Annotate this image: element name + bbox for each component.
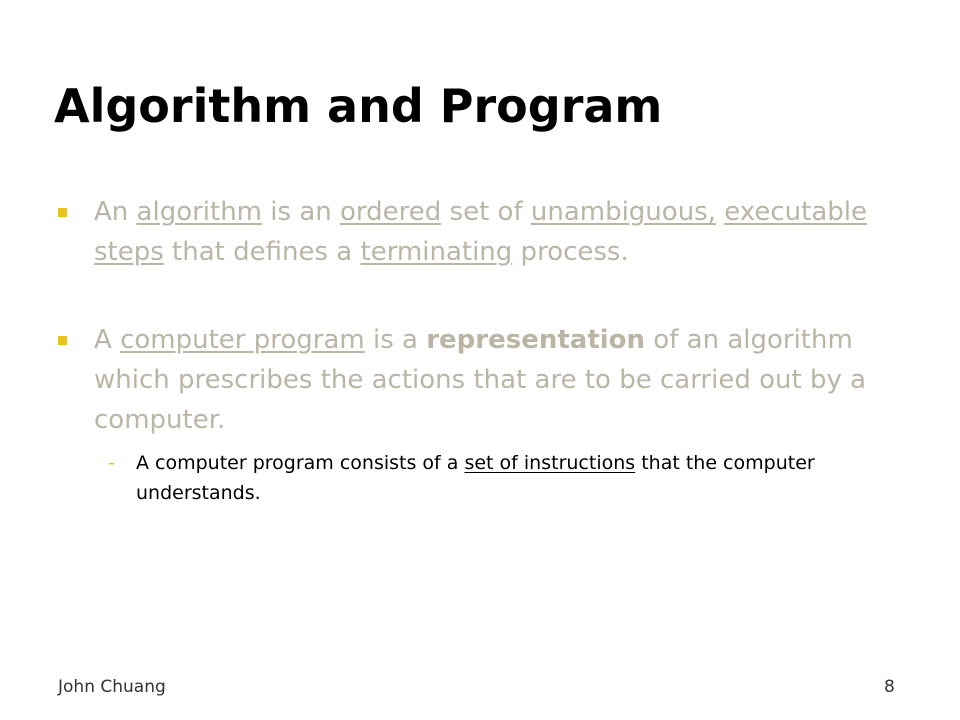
text-run: An	[94, 197, 137, 227]
term-unambiguous: unambiguous,	[530, 197, 716, 227]
text-run: set of	[441, 197, 531, 227]
term-algorithm: algorithm	[136, 197, 263, 227]
text-run: that defines a	[163, 237, 361, 267]
bullet-text	[94, 192, 908, 272]
text-run: A	[94, 325, 121, 355]
dash-bullet-icon: -	[108, 452, 115, 474]
slide-title: Algorithm and Program	[54, 79, 663, 133]
bullet-computer-program-definition	[58, 320, 908, 440]
term-ordered: ordered	[340, 197, 442, 227]
term-terminating: terminating	[360, 237, 513, 267]
term-set-of-instructions: set of instructions	[464, 452, 636, 474]
footer-page-number: 8	[884, 677, 895, 697]
text-run: is a	[364, 325, 427, 355]
text-run: A computer program consists of a	[136, 452, 465, 474]
bullet-text	[94, 320, 908, 440]
bullet-square-icon	[58, 336, 67, 345]
term-representation: representation	[426, 325, 646, 355]
text-run: is an	[262, 197, 340, 227]
term-executable-steps: executable steps	[94, 197, 867, 267]
bullet-algorithm-definition	[58, 192, 908, 272]
sub-bullet-instructions	[108, 448, 898, 508]
bullet-square-icon	[58, 208, 67, 217]
term-computer-program: computer program	[120, 325, 365, 355]
footer-author: John Chuang	[58, 677, 166, 697]
text-run	[716, 197, 724, 227]
text-run: process.	[512, 237, 629, 267]
text-run: of an algorithm which prescribes the actions that are to be carried out by a computer.	[94, 325, 867, 435]
sub-bullet-text	[136, 448, 898, 508]
text-run: that the computer understands.	[136, 452, 815, 504]
